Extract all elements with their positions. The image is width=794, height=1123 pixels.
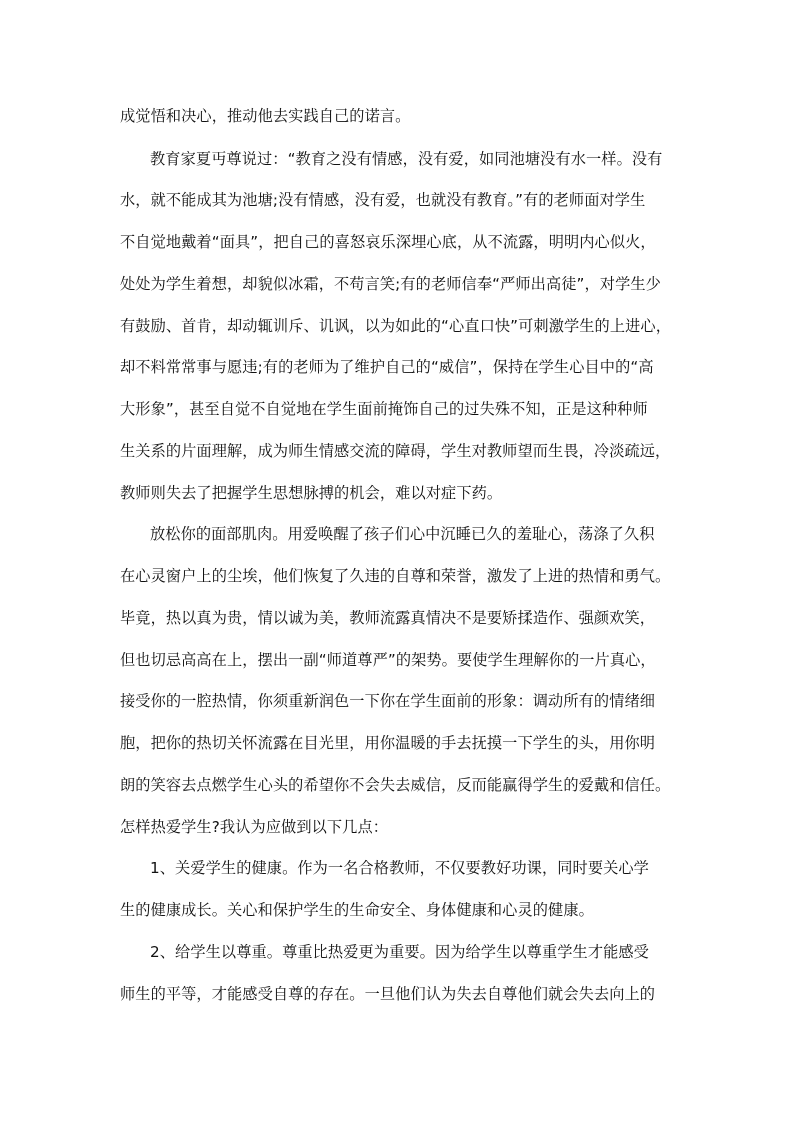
text-line: 在心灵窗户上的尘埃，他们恢复了久违的自尊和荣誉，激发了上进的热情和勇气。 (120, 567, 671, 585)
text-line: 教育家夏丏尊说过：“教育之没有情感，没有爱，如同池塘没有水一样。没有 (150, 150, 663, 168)
text-line: 生的健康成长。关心和保护学生的生命安全、身体健康和心灵的健康。 (120, 901, 594, 919)
text-line: 2、给学生以尊重。尊重比热爱更为重要。因为给学生以尊重学生才能感受 (150, 943, 649, 961)
text-line: 师生的平等，才能感受自尊的存在。一旦他们认为失去自尊他们就会失去向上的 (120, 985, 656, 1003)
text-line: 水，就不能成其为池塘;没有情感，没有爱，也就没有教育。”有的老师面对学生 (120, 191, 646, 209)
text-line: 却不料常常事与愿违;有的老师为了维护自己的“威信”，保持在学生心目中的“高 (120, 358, 654, 376)
text-line: 但也切忌高高在上，摆出一副“师道尊严”的架势。要使学生理解你的一片真心， (120, 651, 656, 669)
text-line: 大形象”，甚至自觉不自觉地在学生面前掩饰自己的过失殊不知，正是这种种师 (120, 400, 648, 418)
text-line: 朗的笑容去点燃学生心头的希望你不会失去威信，反而能赢得学生的爱戴和信任。 (120, 776, 671, 794)
text-line: 怎样热爱学生?我认为应做到以下几点： (120, 818, 389, 836)
text-line: 成觉悟和决心，推动他去实践自己的诺言。 (120, 107, 411, 125)
text-line: 胞，把你的热切关怀流露在目光里，用你温暖的手去抚摸一下学生的头，用你明 (120, 734, 656, 752)
text-line: 生关系的片面理解，成为师生情感交流的障碍，学生对教师望而生畏，冷淡疏远， (120, 442, 671, 460)
text-line: 接受你的一腔热情，你须重新润色一下你在学生面前的形象：调动所有的情绪细 (120, 692, 656, 710)
text-line: 有鼓励、首肯，却动辄训斥、讥讽，以为如此的“心直口快”可刺激学生的上进心， (120, 317, 671, 335)
text-line: 毕竟，热以真为贵，情以诚为美，教师流露真情决不是要矫揉造作、强颜欢笑， (120, 609, 656, 627)
text-line: 1、关爱学生的健康。作为一名合格教师，不仅要教好功课，同时要关心学 (150, 859, 649, 877)
text-line: 放松你的面部肌肉。用爱唤醒了孩子们心中沉睡已久的羞耻心，荡涤了久积 (150, 525, 655, 543)
text-line: 处处为学生着想，却貌似冰霜，不苟言笑;有的老师信奉“严师出高徒”，对学生少 (120, 275, 661, 293)
text-line: 不自觉地戴着“面具”，把自己的喜怒哀乐深埋心底，从不流露，明明内心似火， (120, 233, 656, 251)
text-line: 教师则失去了把握学生思想脉搏的机会，难以对症下药。 (120, 484, 503, 502)
